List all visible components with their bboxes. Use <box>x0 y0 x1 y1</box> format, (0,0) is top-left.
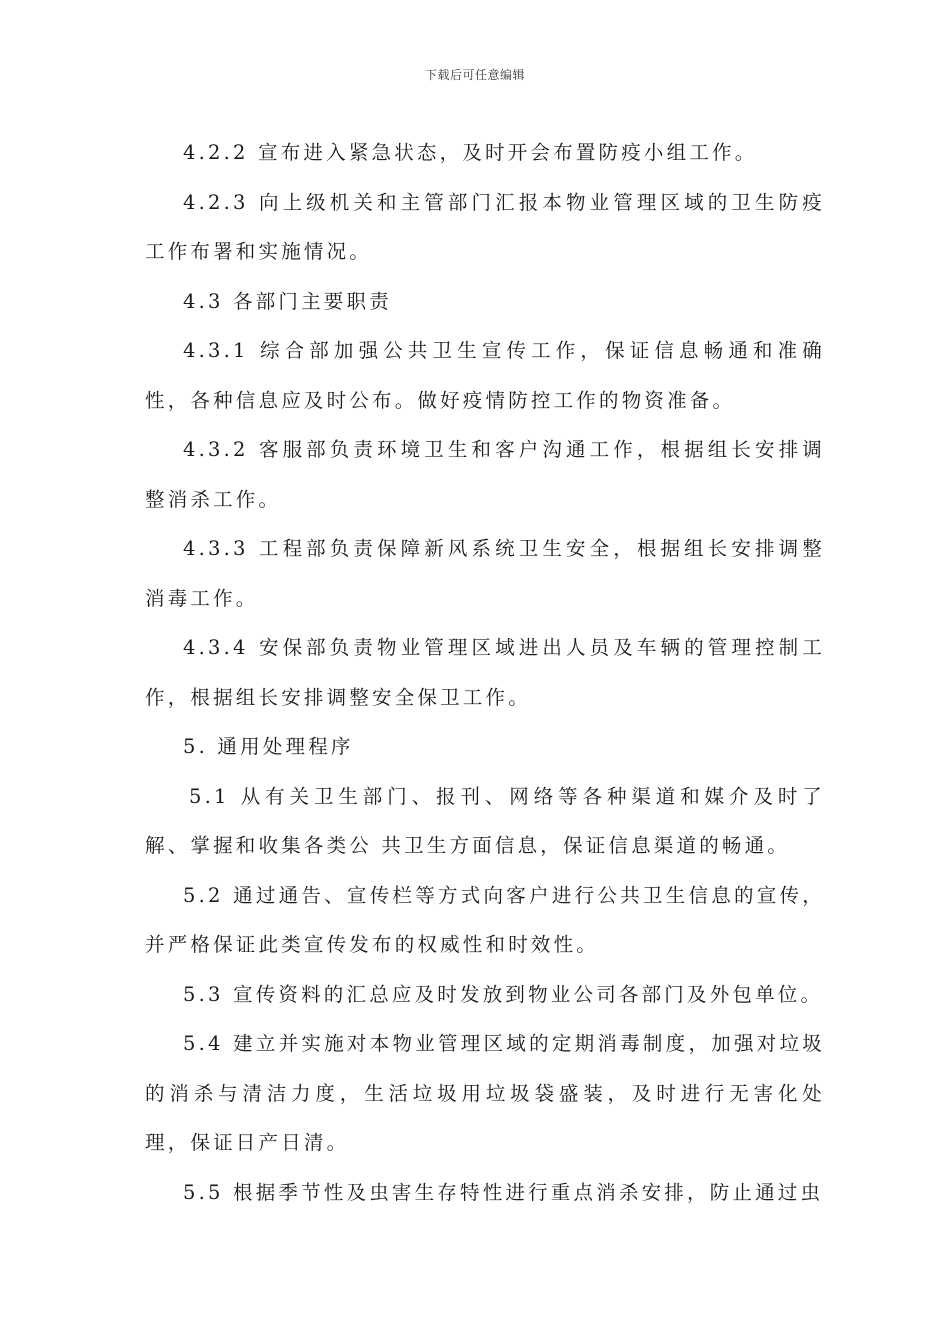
paragraph-4-2-2: 4.2.2 宣布进入紧急状态，及时开会布置防疫小组工作。 <box>183 141 758 164</box>
paragraph-5-5: 5.5 根据季节性及虫害生存特性进行重点消杀安排，防止通过虫 <box>183 1180 824 1204</box>
page-header-note: 下载后可任意编辑 <box>424 68 525 82</box>
paragraph-4-3-3: 4.3.3 工程部负责保障新风系统卫生安全，根据组长安排调整消毒工作。 <box>145 537 825 610</box>
paragraph-5-1: 5.1 从有关卫生部门、报刊、网络等各种渠道和媒介及时了解、掌握和收集各类公 共卫生方面信息，保证信息渠道的畅通。 <box>145 784 825 857</box>
paragraph-5-2: 5.2 通过通告、宣传栏等方式向客户进行公共卫生信息的宣传，并严格保证此类宣传发布的权威性和时效性。 <box>145 883 825 956</box>
paragraph-4-3-4: 4.3.4 安保部负责物业管理区域进出人员及车辆的管理控制工作，根据组长安排调整安全保卫工作。 <box>145 636 825 709</box>
paragraph-4-2-3: 4.2.3 向上级机关和主管部门汇报本物业管理区域的卫生防疫工作布署和实施情况。 <box>145 190 825 263</box>
document-body <box>145 128 825 1217</box>
paragraph-5-3: 5.3 宣传资料的汇总应及时发放到物业公司各部门及外包单位。 <box>183 982 824 1006</box>
paragraph-4-3-1: 4.3.1 综合部加强公共卫生宣传工作，保证信息畅通和准确性，各种信息应及时公布。做好疫情防控工作的物资准备。 <box>145 339 825 412</box>
section-heading-5: 5. 通用处理程序 <box>183 735 354 758</box>
paragraph-5-4: 5.4 建立并实施对本物业管理区域的定期消毒制度，加强对垃圾的消杀与清洁力度，生活垃圾用垃圾袋盛装，及时进行无害化处理，保证日产日清。 <box>145 1032 825 1154</box>
section-heading-4-3: 4.3 各部门主要职责 <box>183 289 392 313</box>
paragraph-4-3-2: 4.3.2 客服部负责环境卫生和客户沟通工作，根据组长安排调整消杀工作。 <box>145 438 825 511</box>
